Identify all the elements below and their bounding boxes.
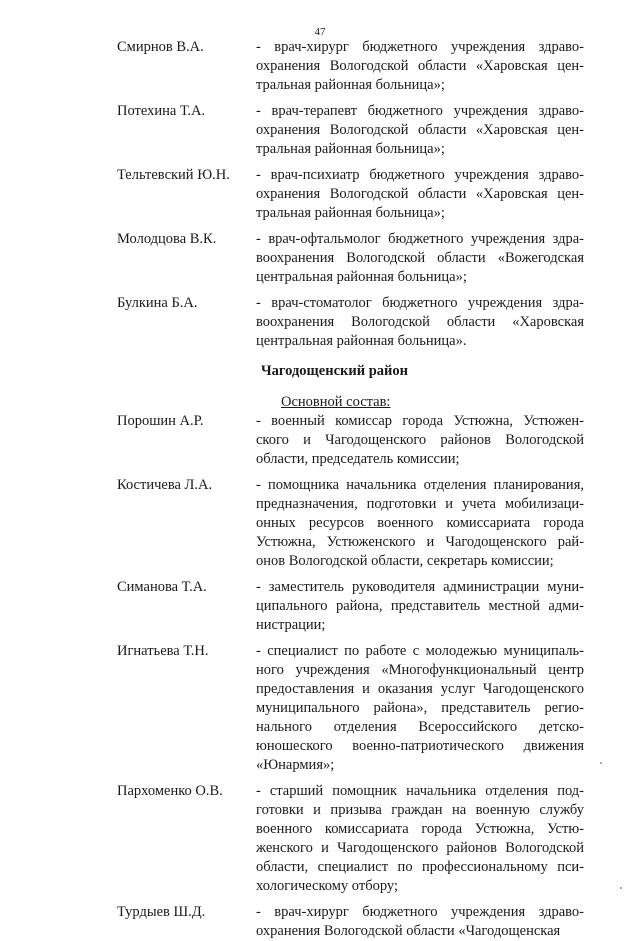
member-name: Турдыев Ш.Д. [117,904,206,920]
member-description [256,412,584,469]
entry-gap [117,95,584,102]
description-line: - помощника начальника отделения планирования, [256,477,584,493]
description-line: готовки и призыва граждан на военную службу [256,802,584,818]
member-entry [117,38,584,95]
document-body [117,38,584,941]
member-entry [117,412,584,469]
member-entry [117,166,584,223]
description-line: муниципального района», представитель регио- [256,700,584,716]
member-description [256,102,584,159]
description-line: - заместитель руководителя администрации муни- [256,579,584,595]
member-name: Молодцова В.К. [117,231,217,247]
description-line: воохранения Вологодской области «Вожегодская [256,250,584,266]
member-entry [117,476,584,571]
entry-gap [117,775,584,782]
member-entry [117,578,584,635]
description-line: центральная районная больница». [256,333,467,349]
description-line: юношеского военно-патриотического движения [256,738,584,754]
member-entry [117,782,584,896]
description-line: охранения Вологодской области «Чагодощенская [256,923,561,939]
description-line: - врач-хирург бюджетного учреждения здраво- [256,39,584,55]
entry-gap [117,469,584,476]
member-description [256,782,584,896]
description-line: - врач-стоматолог бюджетного учреждения здра- [256,295,584,311]
description-line: женского и Чагодощенского районов Вологодской [256,840,584,856]
member-entry [117,230,584,287]
member-entry [117,903,584,941]
description-line: хологическому отбору; [256,878,398,894]
entry-gap [117,571,584,578]
entry-gap [117,896,584,903]
description-line: тральная районная больница»; [256,77,445,93]
description-line: ского и Чагодощенского районов Вологодской [256,432,584,448]
description-line: воохранения Вологодской области «Харовская [256,314,584,330]
description-line: охранения Вологодской области «Харовская цен- [256,122,584,138]
description-line: - старший помощник начальника отделения под- [256,783,584,799]
member-description [256,903,584,941]
description-line: тральная районная больница»; [256,205,445,221]
member-description [256,578,584,635]
description-line: - специалист по работе с молодежью муниципаль- [256,643,584,659]
entry-gap [117,159,584,166]
member-entry [117,642,584,775]
description-line: центральная районная больница»; [256,269,467,285]
entries-after-list [117,412,584,941]
member-name: Смирнов В.А. [117,39,204,55]
description-line: ного учреждения «Многофункциональный центр [256,662,584,678]
description-line: - врач-офтальмолог бюджетного учреждения здра- [256,231,584,247]
entries-before-list [117,38,584,351]
member-name: Булкина Б.А. [117,295,198,311]
member-name: Костичева Л.А. [117,477,213,493]
description-line: нального отделения Всероссийского детско- [256,719,584,735]
member-name: Порошин А.Р. [117,413,204,429]
description-line: - врач-хирург бюджетного учреждения здраво- [256,904,584,920]
member-name: Игнатьева Т.Н. [117,643,209,659]
description-line: предназначения, подготовки и учета мобилизаци- [256,496,584,512]
description-line: Устюжна, Устюженского и Чагодощенского рай- [256,534,584,550]
description-line: «Юнармия»; [256,757,335,773]
entry-gap [117,223,584,230]
section-title: Чагодощенский район [261,363,408,379]
member-name: Тельтевский Ю.Н. [117,167,230,183]
description-line: предоставления и оказания услуг Чагодощенского [256,681,584,697]
description-line: области, председатель комиссии; [256,451,460,467]
member-description [256,38,584,95]
scan-speck [600,762,602,764]
scan-speck [620,887,622,889]
description-line: ципального района, представитель местной адми- [256,598,584,614]
description-line: военного комиссариата города Устюжна, Устю- [256,821,584,837]
description-line: охранения Вологодской области «Харовская цен- [256,58,584,74]
description-line: области, специалист по профессиональному пси- [256,859,584,875]
description-line: - военный комиссар города Устюжна, Устюжен- [256,413,584,429]
member-name: Симанова Т.А. [117,579,207,595]
member-name: Пархоменко О.В. [117,783,223,799]
description-line: нистрации; [256,617,326,633]
description-line: - врач-терапевт бюджетного учреждения здраво- [256,103,584,119]
description-line: онов Вологодской области, секретарь комиссии; [256,553,554,569]
member-description [256,166,584,223]
member-description [256,476,584,571]
page-number: 47 [314,26,326,38]
member-description [256,230,584,287]
subsection-title: Основной состав: [281,394,391,410]
description-line: тральная районная больница»; [256,141,445,157]
description-line: - врач-психиатр бюджетного учреждения здраво- [256,167,584,183]
member-name: Потехина Т.А. [117,103,206,119]
entry-gap [117,287,584,294]
description-line: онных ресурсов военного комиссариата города [256,515,584,531]
member-description [256,642,584,775]
description-line: охранения Вологодской области «Харовская цен- [256,186,584,202]
member-entry [117,102,584,159]
entry-gap [117,635,584,642]
member-entry [117,294,584,351]
member-description [256,294,584,351]
